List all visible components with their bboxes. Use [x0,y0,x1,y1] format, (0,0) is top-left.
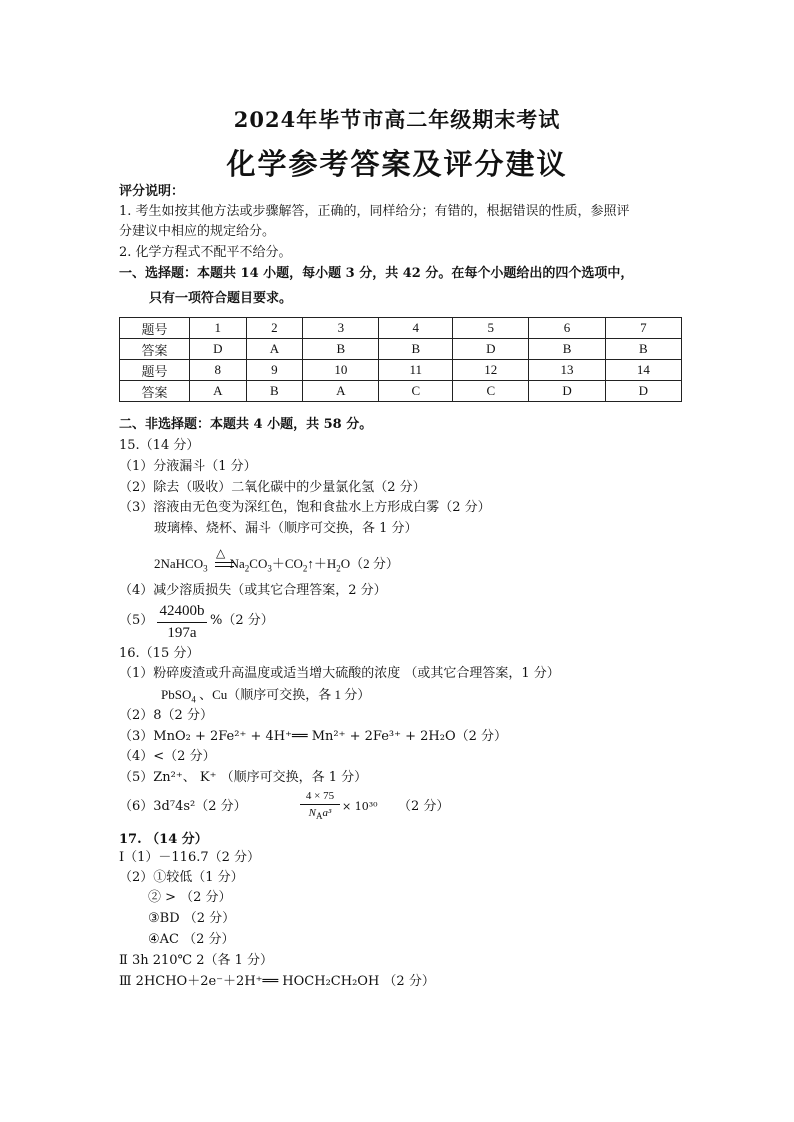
answer-table-row-label: 题号 [120,360,190,381]
answer-table-cell: 6 [529,318,605,339]
answer-table-cell: 14 [605,360,681,381]
q16-density-multiplier: × 10³⁰ [342,800,378,813]
scoring-note-1: 1. 考生如按其他方法或步骤解答，正确的，同样给分；有错的，根据错误的性质，参照评 [119,204,630,219]
answer-table-row [120,360,682,381]
answer-table-cell: 5 [453,318,529,339]
residue-cu: 、Cu（顺序可交换，各 1 分） [195,687,371,702]
avogadro-subscript: A [316,811,323,822]
answer-table-cell: 4 [379,318,453,339]
answer-table-cell: B [303,339,379,360]
answer-table-cell: B [246,381,303,402]
answer-table-cell: 9 [246,360,303,381]
q15-part-4: （4）减少溶质损失（或其它合理答案，2 分） [119,583,387,598]
answer-table-cell: 1 [190,318,247,339]
q17-part-2: Ⅱ 3h 210℃ 2（各 1 分） [119,953,274,968]
answer-table-cell: C [379,381,453,402]
q15-part-5-label: （5） [119,613,154,628]
q17-part-1-2-b: ② > （2 分） [148,890,232,905]
q17-part-1-2-c: ③BD （2 分） [148,911,236,926]
fraction-numerator: 42400b [159,603,205,619]
q17-header: 17. （14 分） [119,832,208,847]
answer-table-cell: D [605,381,681,402]
answer-table-cell: A [246,339,303,360]
density-fraction-bar [300,804,340,805]
residue-pbso: PbSO [161,687,192,702]
equation-score: O（2 分） [340,556,399,571]
answer-key-title: 化学参考答案及评分建议 [226,147,568,181]
answer-table-row [120,381,682,402]
scoring-note-1-cont: 分建议中相应的规定给分。 [119,224,276,239]
q16-part-1: （1）粉碎废渣或升高温度或适当增大硫酸的浓度 （或其它合理答案，1 分） [119,666,560,681]
exam-title: 2024年毕节市高二年级期末考试 [233,107,561,132]
heating-symbol: △ [216,546,226,560]
q15-header: 15.（14 分） [119,438,200,453]
q16-part-1-residue: PbSO$_4$ 、Cu（顺序可交换，各 1 分） [161,687,371,705]
equation-product-co2: ＋CO [271,556,303,571]
answer-table-cell: B [605,339,681,360]
section-1-heading: 一、选择题：本题共 14 小题，每小题 3 分，共 42 分。在每个小题给出的四个选项中， [119,266,634,281]
q16-part-6: （6）3d⁷4s²（2 分） [119,799,247,814]
answer-table-cell: D [453,339,529,360]
answer-table-cell: D [529,381,605,402]
q16-part-2: （2）8（2 分） [119,708,213,723]
answer-table-cell: A [303,381,379,402]
answer-table-cell: 10 [303,360,379,381]
q16-density-fraction [300,790,340,822]
q15-part-2: （2）除去（吸收）二氧化碳中的少量氯化氢（2 分） [119,480,426,495]
q15-part-5-score: %（2 分） [210,613,274,628]
answer-table-cell: 3 [303,318,379,339]
answer-table-cell: A [190,381,247,402]
answer-table-cell: 11 [379,360,453,381]
q15-part-3: （3）溶液由无色变为深红色，饱和食盐水上方形成白雾（2 分） [119,500,491,515]
answer-table-row-label: 答案 [120,339,190,360]
q15-decomposition-equation: 2NaHCO$_3$ $Na_2CO_3+CO_2↑+H_2O(2$ 分） [154,556,399,574]
section-2-heading: 二、非选择题：本题共 4 小题，共 58 分。 [119,417,373,432]
q17-part-3: Ⅲ 2HCHO＋2e⁻＋2H⁺══ HOCH₂CH₂OH （2 分） [119,974,435,989]
answer-table-cell: B [529,339,605,360]
q16-part-6-score: （2 分） [398,799,450,814]
fraction-bar [157,622,207,623]
q16-header: 16.（15 分） [119,646,200,661]
equation-reactant: 2NaHCO [154,556,204,571]
q16-part-4: （4）<（2 分） [119,749,216,764]
q15-part-3-apparatus: 玻璃棒、烧杯、漏斗（顺序可交换，各 1 分） [154,521,418,536]
answer-table-row-label: 题号 [120,318,190,339]
section-1-heading-cont: 只有一项符合题目要求。 [149,291,293,306]
lattice-cubed: a³ [322,807,332,819]
equation-product-na: Na [229,556,245,571]
answer-table-row [120,318,682,339]
answer-table-cell: 12 [453,360,529,381]
answer-table-row [120,339,682,360]
q16-part-3: （3）MnO₂ + 2Fe²⁺ + 4H⁺══ Mn²⁺ + 2Fe³⁺ + 2H₂O（2 分） [119,729,508,744]
answer-table-cell: 13 [529,360,605,381]
fraction-denominator: 197a [167,625,197,641]
avogadro-symbol: N [308,807,317,819]
scoring-notes-heading: 评分说明： [119,184,185,199]
answer-table-cell: 2 [246,318,303,339]
scoring-note-2: 2. 化学方程式不配平不给分。 [119,245,292,260]
multiple-choice-answer-table [119,317,682,402]
equation-product-h: ↑＋H [307,556,337,571]
density-numerator: 4 × 75 [305,790,335,802]
answer-table-cell: 7 [605,318,681,339]
answer-table-cell: B [379,339,453,360]
answer-table-cell: D [190,339,247,360]
density-denominator [300,807,340,822]
q17-part-1-1: Ⅰ（1）－116.7（2 分） [119,850,261,865]
q16-part-5: （5）Zn²⁺、 K⁺ （顺序可交换，各 1 分） [119,770,368,785]
q15-part-1: （1）分液漏斗（1 分） [119,459,257,474]
answer-table-cell: 8 [190,360,247,381]
q15-yield-fraction [157,603,207,642]
equation-product-co: CO [249,556,268,571]
q17-part-1-2: （2）①较低（1 分） [119,870,244,885]
answer-table-cell: C [453,381,529,402]
answer-table-row-label: 答案 [120,381,190,402]
q17-part-1-2-d: ④AC （2 分） [148,932,235,947]
